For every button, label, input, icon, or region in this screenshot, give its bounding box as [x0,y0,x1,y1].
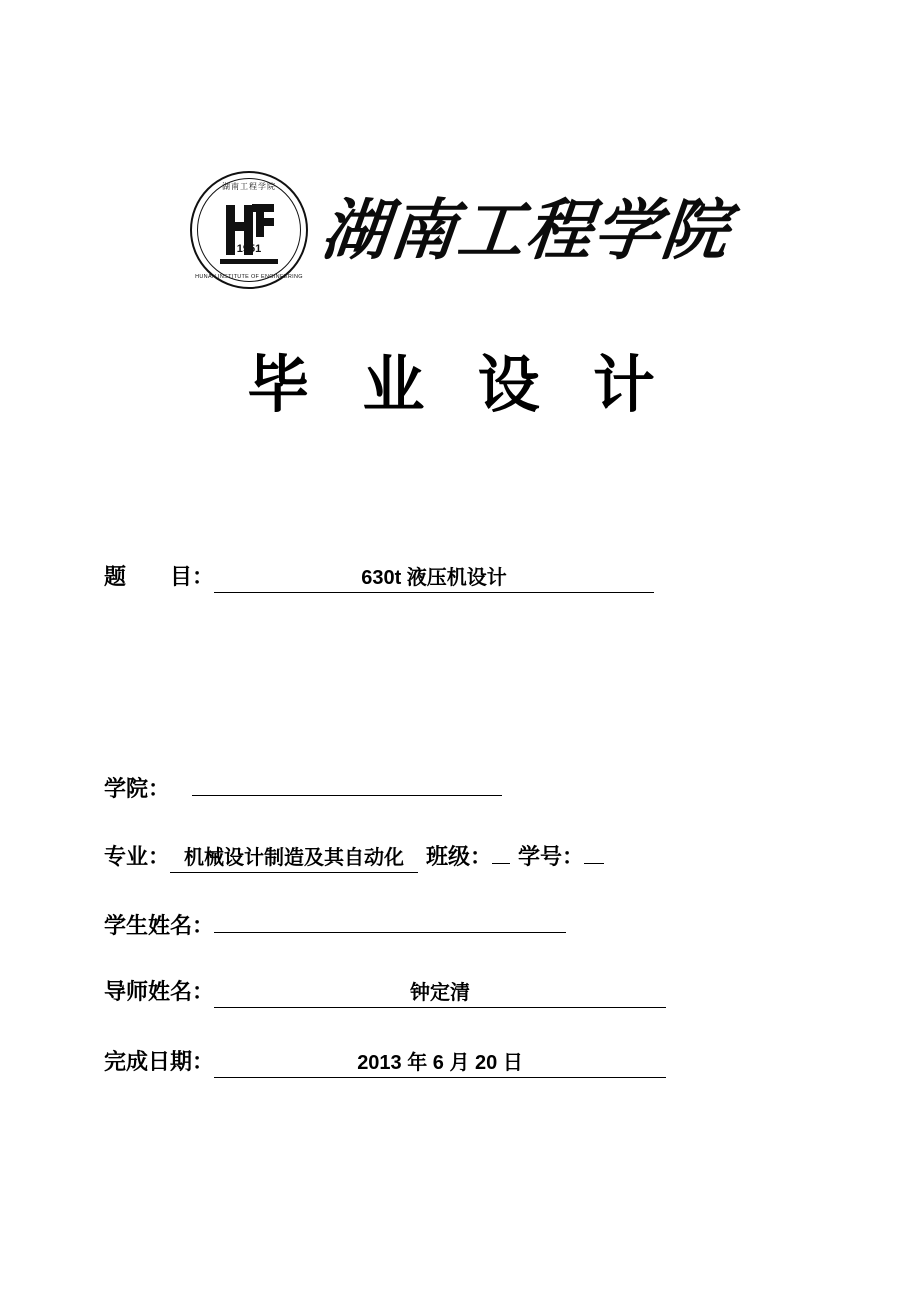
field-major-value[interactable]: 机械设计制造及其自动化 [170,845,418,873]
field-major-label: 专业： [104,844,171,869]
institution-seal-icon [190,171,308,289]
field-student-name-label: 学生姓名： [104,913,215,938]
field-student-id-value[interactable] [584,836,604,864]
seal-founding-year: 1951 [236,243,262,255]
field-class-label: 班级： [426,844,493,869]
field-major [104,836,604,873]
institution-logo-row [0,160,920,300]
field-class-value[interactable] [492,836,510,864]
field-student-name [104,905,566,940]
field-student-name-value[interactable] [214,905,566,933]
field-advisor-name-label: 导师姓名： [104,979,215,1004]
field-student-id-label: 学号： [518,844,585,869]
field-title-label: 题 目： [104,564,215,589]
field-advisor-name-value[interactable]: 钟定清 [214,980,666,1008]
field-college [104,768,502,803]
seal-chinese-arc-text: 湖南工程学院 [222,182,276,191]
field-college-label: 学院： [104,776,171,801]
field-advisor-name [104,975,666,1008]
field-completion-date-value[interactable]: 2013 年 6 月 20 日 [214,1050,666,1078]
field-college-value[interactable] [192,768,502,796]
field-title [104,560,654,593]
field-completion-date-label: 完成日期： [104,1049,215,1074]
field-title-value[interactable]: 630t 液压机设计 [214,565,654,593]
document-type-title: 毕 业 设 计 [247,351,673,420]
seal-english-text: HUNAN INSTITUTE OF ENGINEERING [195,274,303,280]
institution-wordmark: 湖南工程学院 [317,191,735,269]
field-completion-date [104,1045,666,1078]
